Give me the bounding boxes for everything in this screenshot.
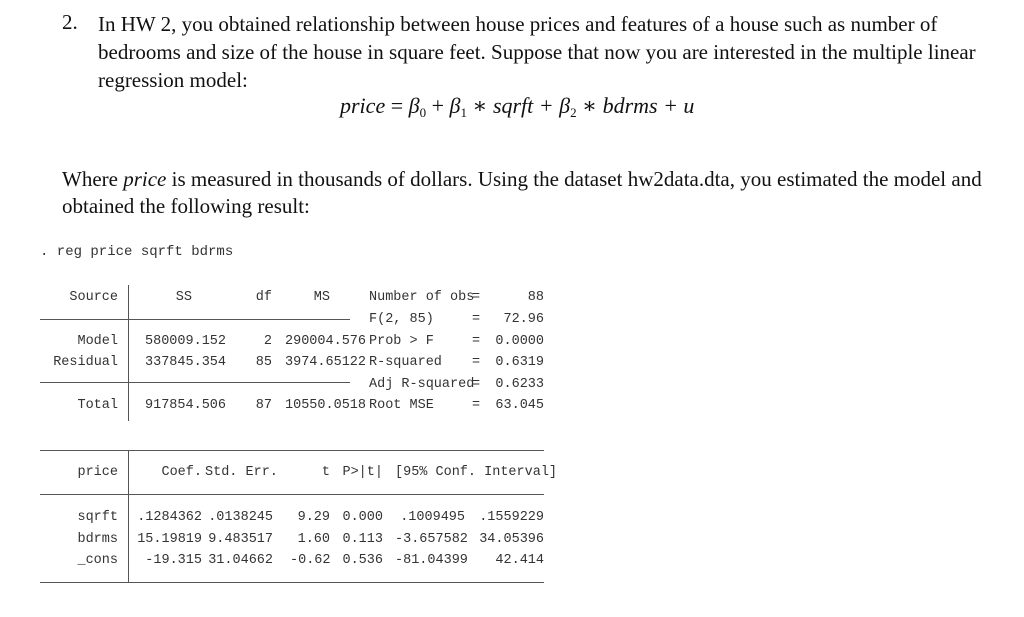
anova-header-df: df (255, 290, 272, 305)
anova-row-ss: 580009.152 (145, 334, 227, 349)
anova-header-ms: MS (313, 290, 330, 305)
fit-stat-eq: = (472, 290, 481, 305)
fit-stat-label: Number of obs (369, 290, 475, 305)
coef-header-se: Std. Err. (205, 465, 278, 480)
anova-total-source: Total (77, 398, 118, 413)
coef-row-coef: 15.19819 (137, 532, 202, 547)
anova-row-ms: 3974.65122 (285, 355, 367, 370)
coef-row-t: 9.29 (297, 510, 330, 525)
coef-row-p: 0.000 (342, 510, 383, 525)
fit-stat-label: Prob > F (369, 334, 434, 349)
anova-rule-top (40, 319, 350, 320)
coef-row-t: 1.60 (297, 532, 330, 547)
fit-stat-label: Adj R-squared (369, 377, 475, 392)
coef-divider (128, 450, 129, 582)
where-var: price (123, 167, 167, 191)
fit-stat-eq: = (472, 312, 481, 327)
coef-row-coef: .1284362 (137, 510, 202, 525)
stata-command: . reg price sqrft bdrms (40, 244, 234, 260)
eq-beta2: β (559, 93, 571, 118)
anova-rule-bottom (40, 382, 350, 383)
eq-equals: = (385, 93, 409, 118)
coef-row-var: _cons (77, 553, 118, 568)
regression-equation (340, 93, 694, 121)
anova-header-source: Source (69, 290, 118, 305)
anova-row-df: 2 (263, 334, 272, 349)
coef-row-ci-lo: -3.657582 (395, 532, 468, 547)
where-paragraph (62, 166, 982, 220)
fit-stat-eq: = (472, 398, 481, 413)
coef-header-coef: Coef. (161, 465, 202, 480)
anova-divider (128, 285, 129, 421)
eq-term2: ∗ bdrms + u (576, 93, 695, 118)
coef-row-p: 0.113 (342, 532, 383, 547)
anova-header-ss: SS (175, 290, 192, 305)
eq-beta1: β (449, 93, 461, 118)
fit-stat-value: 0.6233 (495, 377, 544, 392)
question-number: 2. (62, 10, 78, 34)
fit-stat-value: 88 (527, 290, 544, 305)
eq-beta1-sub: 1 (460, 105, 467, 120)
coef-row-coef: -19.315 (145, 553, 202, 568)
coef-row-t: -0.62 (290, 553, 331, 568)
eq-beta2-sub: 2 (570, 105, 577, 120)
coef-row-ci-hi: .1559229 (479, 510, 544, 525)
anova-total-ss: 917854.506 (145, 398, 227, 413)
question-text: In HW 2, you obtained relationship between house prices and features of a house such as number of bedrooms and size of the house in square feet. Suppose that now you are interested in the multiple linear regression model: (98, 12, 976, 92)
eq-term1: ∗ sqrft + (466, 93, 560, 118)
coef-row-p: 0.536 (342, 553, 383, 568)
coef-header-p: P>|t| (342, 465, 383, 480)
eq-lhs: price (340, 93, 386, 118)
coef-row-ci-lo: .1009495 (400, 510, 465, 525)
anova-row-ss: 337845.354 (145, 355, 227, 370)
coef-row-ci-lo: -81.04399 (395, 553, 468, 568)
where-post: is measured in thousands of dollars. Using the dataset hw2data.dta, you estimated the model and obtained the following result: (62, 167, 982, 218)
eq-beta0: β (408, 93, 420, 118)
fit-stat-label: F(2, 85) (369, 312, 434, 327)
fit-stat-value: 0.6319 (495, 355, 544, 370)
fit-stat-value: 72.96 (503, 312, 544, 327)
fit-stat-eq: = (472, 355, 481, 370)
eq-plus1: + (426, 93, 450, 118)
coef-row-se: 31.04662 (208, 553, 273, 568)
fit-stat-label: Root MSE (369, 398, 434, 413)
coef-header-ci: [95% Conf. Interval] (395, 465, 558, 480)
coef-header-var: price (77, 465, 118, 480)
fit-stat-eq: = (472, 377, 481, 392)
anova-row-source: Residual (53, 355, 118, 370)
fit-stat-eq: = (472, 334, 481, 349)
fit-stat-label: R-squared (369, 355, 442, 370)
anova-row-df: 85 (255, 355, 272, 370)
anova-total-ms: 10550.0518 (285, 398, 367, 413)
coef-rule-bottom (40, 582, 544, 583)
coef-row-var: bdrms (77, 532, 118, 547)
coef-rule-top (40, 450, 544, 451)
coef-row-var: sqrft (77, 510, 118, 525)
coef-row-ci-hi: 42.414 (495, 553, 544, 568)
fit-stat-value: 0.0000 (495, 334, 544, 349)
anova-total-df: 87 (255, 398, 272, 413)
coef-header-t: t (321, 465, 330, 480)
eq-beta0-sub: 0 (419, 105, 427, 120)
anova-row-ms: 290004.576 (285, 334, 367, 349)
where-pre: Where (62, 167, 124, 191)
coef-row-ci-hi: 34.05396 (479, 532, 544, 547)
coef-rule-mid (40, 494, 544, 495)
coef-row-se: 9.483517 (208, 532, 273, 547)
anova-row-source: Model (77, 334, 118, 349)
coef-row-se: .0138245 (208, 510, 273, 525)
fit-stat-value: 63.045 (495, 398, 544, 413)
